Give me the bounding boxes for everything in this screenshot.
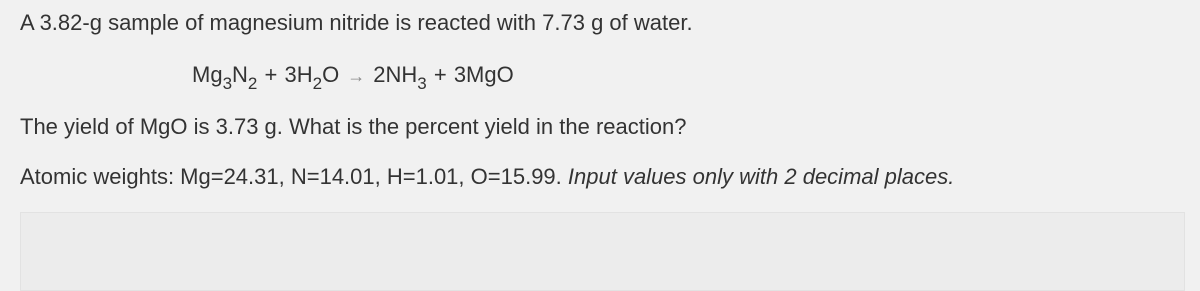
- question-prompt: The yield of MgO is 3.73 g. What is the percent yield in the reaction?: [20, 114, 687, 139]
- atomic-weights: Atomic weights: Mg=24.31, N=14.01, H=1.01, O=15.99.: [20, 164, 562, 189]
- equation-plus-2: +: [433, 62, 447, 87]
- equation-water: 3H: [284, 62, 313, 87]
- atomic-weights-line: [20, 164, 954, 190]
- equation-plus-1: +: [264, 62, 278, 87]
- chemical-equation: [192, 62, 514, 93]
- equation-water-oxygen: O: [322, 62, 340, 87]
- reaction-arrow-icon: →: [347, 66, 366, 86]
- question-intro: A 3.82-g sample of magnesium nitride is reacted with 7.73 g of water.: [20, 10, 693, 35]
- equation-ammonia: 2NH: [373, 62, 418, 87]
- equation-water-subscript: 2: [312, 74, 323, 93]
- equation-ammonia-subscript: 3: [417, 74, 427, 93]
- equation-mg-subscript: 3: [222, 74, 233, 93]
- equation-mg: Mg: [192, 62, 223, 87]
- equation-n: N: [232, 62, 248, 87]
- answer-input[interactable]: [20, 212, 1185, 291]
- input-instruction: Input values only with 2 decimal places.: [567, 164, 955, 189]
- equation-n-subscript: 2: [247, 74, 258, 93]
- equation-mgo: 3MgO: [453, 62, 514, 87]
